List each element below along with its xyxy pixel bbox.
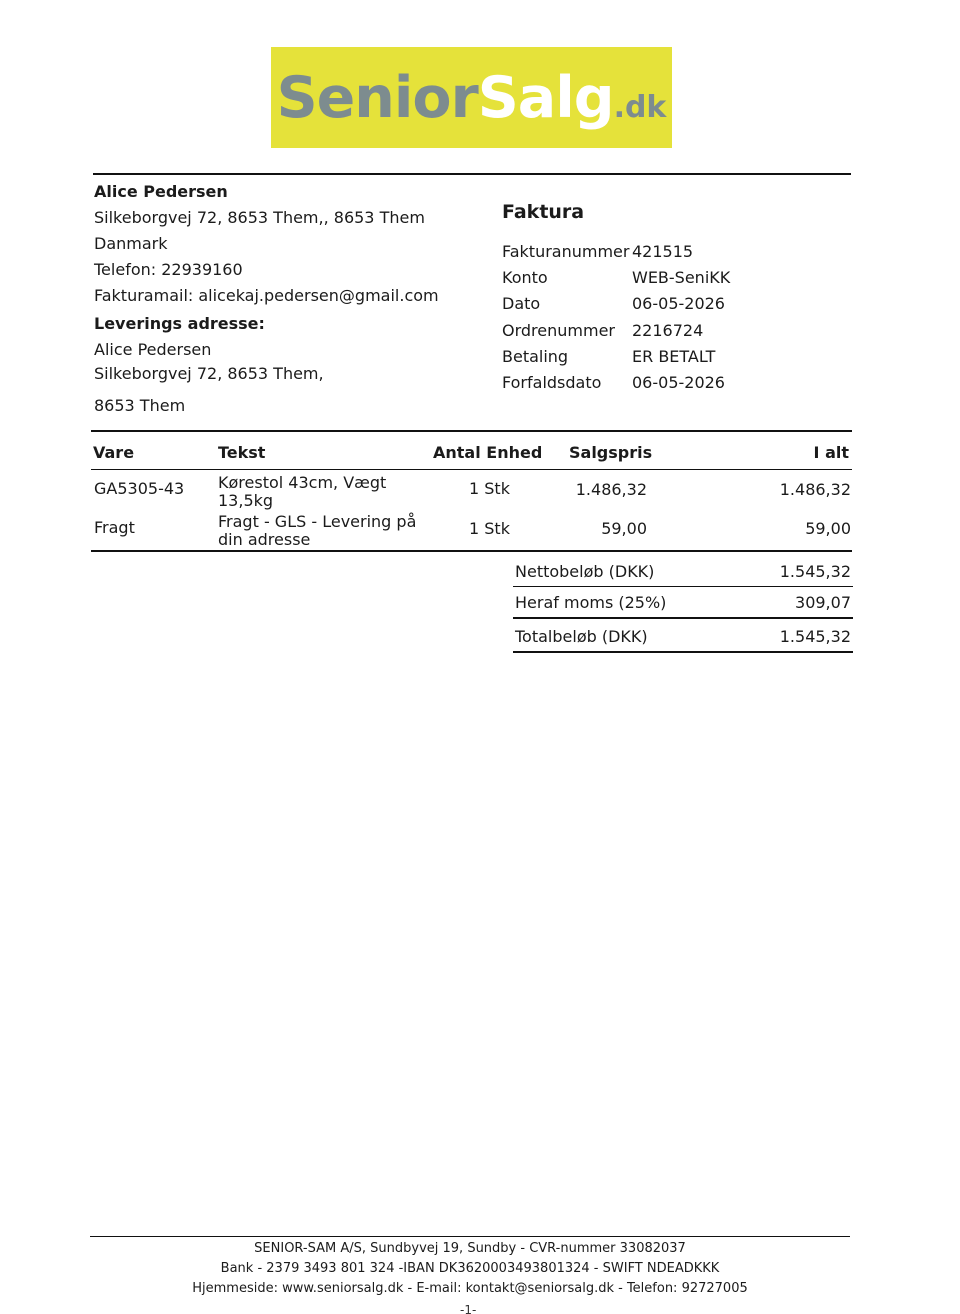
totals-divider-1 <box>513 586 853 587</box>
net-amount-value: 1.545,32 <box>779 562 851 581</box>
row-salgspris: 1.486,32 <box>575 480 647 499</box>
delivery-city: 8653 Them <box>94 396 186 415</box>
customer-country: Danmark <box>94 234 168 253</box>
footer-company: SENIOR-SAM A/S, Sundbyvej 19, Sundby - CVR-nummer 33082037 <box>254 1241 686 1256</box>
totals-divider-2 <box>513 617 853 619</box>
total-amount-value: 1.545,32 <box>779 627 851 646</box>
delivery-street: Silkeborgvej 72, 8653 Them, <box>94 364 324 383</box>
logo-senior: Senior <box>276 65 478 131</box>
logo-salg: Salg <box>477 65 614 131</box>
date-value: 06-05-2026 <box>632 294 725 313</box>
delivery-name: Alice Pedersen <box>94 340 212 359</box>
due-date-value: 06-05-2026 <box>632 373 725 392</box>
seniorsalg-logo <box>271 47 672 148</box>
footer-bank: Bank - 2379 3493 801 324 -IBAN DK3620003493801324 - SWIFT NDEADKKK <box>220 1261 720 1276</box>
row-ialt: 59,00 <box>805 519 851 538</box>
page-number: -1- <box>460 1303 477 1314</box>
account-value: WEB-SeniKK <box>632 268 731 287</box>
order-number-label: Ordrenummer <box>502 321 615 340</box>
row-ialt: 1.486,32 <box>779 480 851 499</box>
delivery-heading: Leverings adresse: <box>94 314 265 333</box>
customer-name: Alice Pedersen <box>94 182 228 201</box>
table-top-divider <box>91 430 852 432</box>
total-amount-label: Totalbeløb (DKK) <box>515 627 648 646</box>
due-date-label: Forfaldsdato <box>502 373 602 392</box>
customer-address: Silkeborgvej 72, 8653 Them,, 8653 Them <box>94 208 425 227</box>
invoice-title: Faktura <box>502 201 585 223</box>
col-header-vare: Vare <box>93 443 135 462</box>
row-tekst: Kørestol 43cm, Vægt 13,5kg <box>218 473 387 510</box>
date-label: Dato <box>502 294 541 313</box>
col-header-salgspris: Salgspris <box>569 443 653 462</box>
account-label: Konto <box>502 268 548 287</box>
customer-email: Fakturamail: alicekaj.pedersen@gmail.com <box>94 286 439 305</box>
row-vare: Fragt <box>94 518 135 537</box>
order-number-value: 2216724 <box>632 321 704 340</box>
footer-divider <box>90 1236 850 1237</box>
row-vare: GA5305-43 <box>94 479 185 498</box>
row-antal: 1 Stk <box>469 519 510 538</box>
invoice-number-value: 421515 <box>632 242 694 261</box>
vat-label: Heraf moms (25%) <box>515 593 667 612</box>
footer-contact: Hjemmeside: www.seniorsalg.dk - E-mail: kontakt@seniorsalg.dk - Telefon: 92727005 <box>192 1281 748 1296</box>
logo-dk: .dk <box>613 90 667 125</box>
row-salgspris: 59,00 <box>601 519 647 538</box>
row-antal: 1 Stk <box>469 479 510 498</box>
customer-phone: Telefon: 22939160 <box>94 260 243 279</box>
payment-label: Betaling <box>502 347 569 366</box>
logo-wordmark <box>276 65 667 131</box>
totals-divider-3 <box>513 651 853 653</box>
col-header-antal: Antal Enhed <box>433 443 543 462</box>
payment-value: ER BETALT <box>632 347 716 366</box>
net-amount-label: Nettobeløb (DKK) <box>515 562 655 581</box>
header-divider <box>93 173 851 175</box>
row-tekst: Fragt - GLS - Levering på din adresse <box>218 512 417 549</box>
invoice-number-label: Fakturanummer <box>502 242 630 261</box>
table-header-divider <box>91 469 852 470</box>
col-header-ialt: I alt <box>813 443 849 462</box>
vat-value: 309,07 <box>795 593 851 612</box>
table-bottom-divider <box>91 550 852 552</box>
col-header-tekst: Tekst <box>218 443 266 462</box>
